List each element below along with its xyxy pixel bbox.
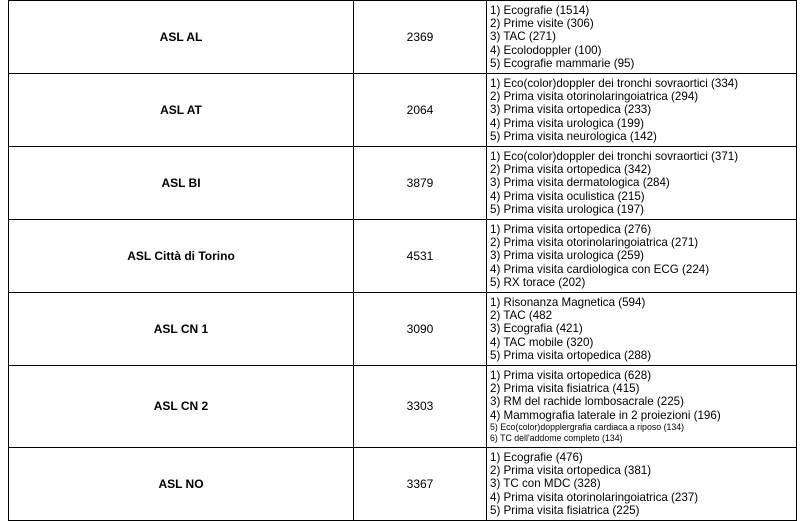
service-item: 5) Prima visita urologica (197) <box>490 202 644 216</box>
asl-total: 3879 <box>354 147 487 220</box>
service-item: 3) TAC (271) <box>490 30 556 44</box>
table-row <box>9 220 797 293</box>
asl-name: ASL NO <box>9 447 354 520</box>
top-services-list <box>487 293 797 366</box>
service-item: 1) Prima visita ortopedica (628) <box>490 369 652 383</box>
service-item: 2) Prima visita ortopedica (342) <box>490 163 652 177</box>
service-item: 5) Ecografie mammarie (95) <box>490 56 635 70</box>
service-item: 2) Prima visita otorinolaringoiatrica (271) <box>490 236 699 250</box>
asl-total: 3090 <box>354 293 487 366</box>
top-services-list <box>487 74 797 147</box>
asl-total: 2369 <box>354 1 487 74</box>
asl-table <box>8 0 797 521</box>
asl-name: ASL AL <box>9 1 354 74</box>
table-row <box>9 1 797 74</box>
asl-total: 2064 <box>354 74 487 147</box>
asl-name: ASL BI <box>9 147 354 220</box>
asl-name: ASL CN 2 <box>9 366 354 448</box>
top-services-list <box>487 1 797 74</box>
asl-name: ASL Città di Torino <box>9 220 354 293</box>
service-item: 3) Prima visita ortopedica (233) <box>490 103 652 117</box>
table-row <box>9 447 797 520</box>
asl-name: ASL CN 1 <box>9 293 354 366</box>
service-item: 4) Prima visita urologica (199) <box>490 116 644 130</box>
service-item: 2) Prime visite (306) <box>490 17 594 31</box>
service-item: 2) Prima visita fisiatrica (415) <box>490 382 640 396</box>
table-row <box>9 74 797 147</box>
service-item: 1) Ecografie (1514) <box>490 4 590 17</box>
table-row <box>9 147 797 220</box>
service-item: 4) Prima visita oculistica (215) <box>490 189 645 203</box>
service-item: 2) TAC (482 <box>490 309 553 323</box>
asl-total: 3303 <box>354 366 487 448</box>
service-item: 5) Eco(color)dopplergrafia cardiaca a riposo (134) <box>490 421 685 432</box>
service-item: 5) Prima visita fisiatrica (225) <box>490 503 640 517</box>
service-item: 2) Prima visita ortopedica (381) <box>490 464 652 478</box>
service-item: 3) TC con MDC (328) <box>490 477 601 491</box>
top-services-list <box>487 366 797 448</box>
top-services-list <box>487 220 797 293</box>
service-item: 5) Prima visita neurologica (142) <box>490 129 657 143</box>
asl-total: 3367 <box>354 447 487 520</box>
service-item: 1) Prima visita ortopedica (276) <box>490 223 652 237</box>
service-item: 6) TC dell'addome completo (134) <box>490 432 623 443</box>
service-item: 4) Ecolodoppler (100) <box>490 43 602 57</box>
top-services-list <box>487 447 797 520</box>
service-item: 3) Ecografia (421) <box>490 322 583 336</box>
service-item: 4) Prima visita otorinolaringoiatrica (237) <box>490 490 699 504</box>
asl-name: ASL AT <box>9 74 354 147</box>
service-item: 1) Risonanza Magnetica (594) <box>490 296 646 310</box>
service-item: 3) Prima visita urologica (259) <box>490 249 644 263</box>
service-item: 1) Eco(color)doppler dei tronchi sovraortici (371) <box>490 150 739 164</box>
service-item: 1) Eco(color)doppler dei tronchi sovraortici (334) <box>490 77 739 91</box>
asl-total: 4531 <box>354 220 487 293</box>
service-item: 4) Prima visita cardiologica con ECG (224) <box>490 262 710 276</box>
service-item: 1) Ecografie (476) <box>490 450 583 464</box>
service-item: 5) RX torace (202) <box>490 275 586 289</box>
service-item: 3) Prima visita dermatologica (284) <box>490 176 670 190</box>
service-item: 5) Prima visita ortopedica (288) <box>490 348 652 362</box>
top-services-list <box>487 147 797 220</box>
service-item: 4) Mammografia laterale in 2 proiezioni (196) <box>490 408 721 422</box>
service-item: 4) TAC mobile (320) <box>490 335 594 349</box>
service-item: 3) RM del rachide lombosacrale (225) <box>490 395 684 409</box>
table-row <box>9 293 797 366</box>
service-item: 2) Prima visita otorinolaringoiatrica (294) <box>490 90 699 104</box>
table-row <box>9 366 797 448</box>
